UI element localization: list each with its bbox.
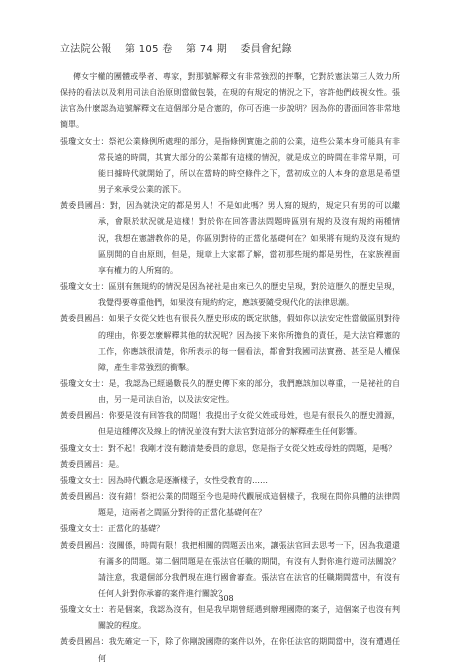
speech-text: 沒有錯！祭祀公業的問題至今也是時代觀展成這個樣子，我現在問你具體的法律問題是，這兩者之間區分對待的正當化基礎何在？ [98,492,401,518]
transcript-paragraph [60,457,400,473]
transcript-paragraph [60,489,400,521]
speaker-label: 張瓊文女士： [60,136,109,146]
speaker-label: 黃委員國昌： [60,459,108,469]
transcript-paragraph [60,198,400,279]
speech-text: 對不起！我剛才沒有聽清楚委員的意思，您是指子女從父姓或母姓的問題，是嗎？ [108,443,396,453]
speaker-label: 黃委員國昌： [60,314,109,324]
speech-text: 區別有無規約的情況是因為祕社是由來已久的歷史呈現，對於這歷久的歷史呈現，我覺得要尊重他們，如果沒有規約約定，應該要隨受現代化的法律思潮。 [98,282,401,308]
transcript-paragraph [60,441,400,457]
transcript-paragraph [60,279,400,311]
transcript-paragraph [60,311,400,376]
transcript-paragraph [60,602,400,634]
speaker-label: 黃委員國昌： [60,201,110,211]
speaker-label: 黃委員國昌： [60,637,109,647]
speaker-label: 黃委員國昌： [60,492,109,502]
issue-label: 第 74 期 [186,44,227,55]
speaker-label: 黃委員國昌： [60,411,109,421]
volume-label: 第 105 卷 [124,44,173,55]
speaker-label: 張瓊文女士： [60,524,108,534]
speech-text: 是。 [108,459,124,469]
speaker-label: 張瓊文女士： [60,475,108,485]
section-label: 委員會紀錄 [240,44,292,55]
speaker-label: 黃委員國昌： [60,540,109,550]
transcript-paragraph [60,69,400,134]
page-header [60,40,302,55]
speech-text: 如果子女從父姓也有很長久歷史形成的既定狀態，假如你以法安定性當做區別對待的理由，你要怎麼解釋其他的狀況呢？因為接下來你所擔負的責任，是大法官釋憲的工作，你應該很清楚，你所表示的每一個看法，都會對我國司法實務、甚至是人權保障，產生非常強烈的衝擊。 [98,314,401,372]
speech-text: 傳女宇權的團體或學者、專家，對那號解釋文有非常強烈的抨擊，它對於憲法第三人效力所保持的看法以及利用司法自治原則當做包裝，在現的有規定的情況之下，容許他們歧視女性。張法官為什麼認為這號解釋文在這個部分是合憲的，你可否進一步說明？因為你的書面回答非常地簡單。 [60,72,400,130]
speech-text: 祭祀公業條例所處理的部分，是指條例實施之前的公業，這些公業本身可能具有非常長遠的時間，其實大部分的公業都有這樣的情況，就是成立的時間在非常早期，可能日據時代就開始了，所以在當時的時空條件之下，當初成立的人本身的意思是希望男子來承受公業的派下。 [98,136,401,195]
transcript-paragraph [60,408,400,440]
speech-text: 正當化的基礎？ [108,524,164,534]
speaker-label: 張瓊文女士： [60,443,108,453]
speaker-label: 張瓊文女士： [60,282,109,292]
speech-text: 我先確定一下，除了你剛說國際的案件以外，在你任法官的期間當中，沒有遭遇任何 [98,637,401,663]
transcript-body [60,69,400,667]
transcript-paragraph [60,134,400,199]
publication-title: 立法院公報 [60,44,112,55]
page-number: 308 [218,594,234,603]
transcript-paragraph [60,538,400,603]
speech-text: 對，因為就決定的都是男人！不是如此嗎？男人寫的規約，規定只有男的可以繼承，會限於狀況就是這樣！對於你在回答書法問題時區別有規約及沒有規約兩種情況，我想在憲譜教你的是，你區別對待的正當化基礎何在？如果將有規約及沒有規約區別開的自由原則，但是，規章上大家都了解，當初那些規約都是男性，在家族裡面享有權力的人所寫的。 [98,201,401,275]
transcript-paragraph [60,473,400,489]
transcript-paragraph [60,521,400,537]
speaker-label: 張瓊文女士： [60,378,109,388]
transcript-paragraph [60,634,400,666]
transcript-paragraph [60,376,400,408]
speech-text: 你要是沒有回答我的問題！我提出子女從父姓或母姓，也是有很長久的歷史淵源，但是這種傳次及線上的情況並沒有對大法官對這部分的解釋產生任何影響。 [98,411,401,437]
speech-text: 因為時代觀念是逐漸樣子，女性受教育的…… [108,475,268,485]
speaker-label: 張瓊文女士： [60,605,109,615]
speech-text: 沒關係，時間有限！我把相關的問題丟出來，讓張法官回去思考一下，因為我還還有滿多的問題。第二個問題是在張法官任職的期間，有沒有人對你進行遊司法關說？請注意，我還個部分我們現在進行國會審查。張法官在法官的任職期間當中，有沒有任何人針對你承審的案件進行關說？ [98,540,401,598]
speech-text: 是，我認為已經過數長久的歷史傳下來的部分，我們應該加以尊重，一是祕社的自由，另一是司法自治，以及法安定性。 [98,378,401,405]
speech-text: 若是個案，我認為沒有，但是我早期曾經遇到辦理國際的案子，這個案子也沒有判關說的程度。 [98,605,401,631]
